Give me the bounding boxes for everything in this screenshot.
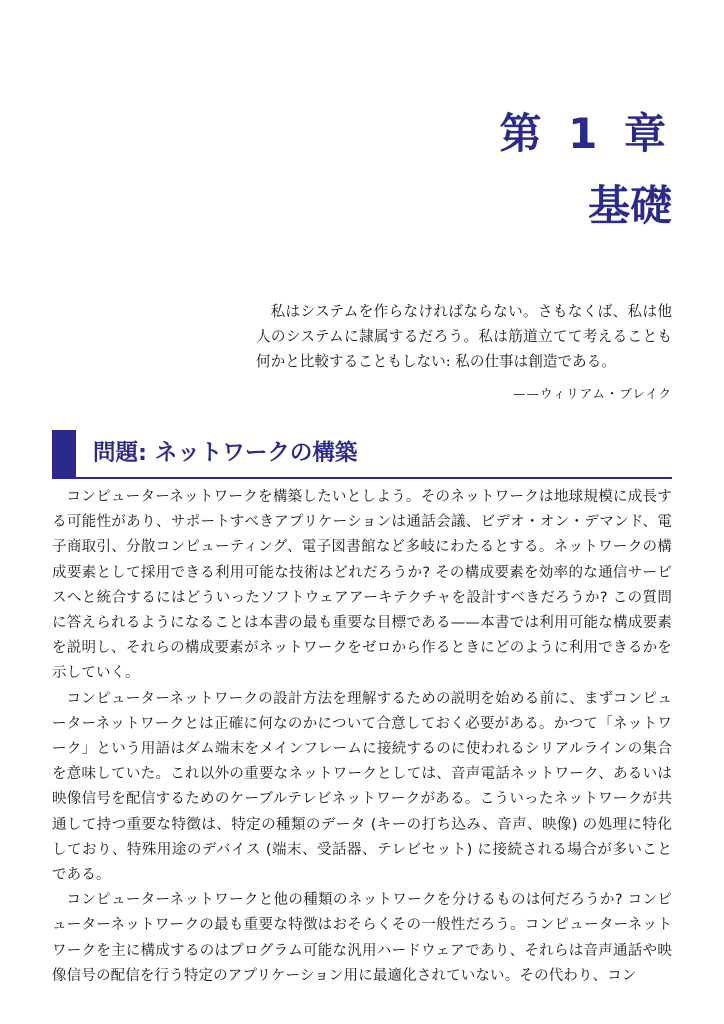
paragraph: コンピューターネットワークを構築したいとしよう。そのネットワークは地球規模に成長する可能性があり、サポートすべきアプリケーションは通話会議、ビデオ・オン・デマンド、電子商取引、分散コンピューティング、電子図書館など多岐にわたるとする。ネットワークの構成要素として採用できる利用可能な技術はどれだろうか? その構成要素を効率的な通信サービスへと統合するにはどういったソフトウェアアーキテクチャを設計すべきだろうか? この質問に答えられるようになることは本書の最も重要な目標である——本書では利用可能な構成要素を説明し、それらの構成要素がネットワークをゼロから作るときにどのように利用できるかを示していく。 — [52, 489, 672, 682]
epigraph-attribution: ——ウィリアム・ブレイク — [512, 386, 672, 401]
section-title: 問題: ネットワークの構築 — [93, 440, 358, 466]
paragraph: コンピューターネットワークの設計方法を理解するための説明を始める前に、まずコンピューターネットワークとは正確に何なのかについて合意しておく必要がある。かつて「ネットワーク」という用語はダム端末をメインフレームに接続するのに使われるシリアルラインの集合を意味していた。これ以外の重要なネットワークとしては、音声電話ネットワーク、あるいは映像信号を配信するためのケーブルテレビネットワークがある。こういったネットワークが共通して持つ重要な特徴は、特定の種類のデータ (キーの打ち込み、音声、映像) の処理に特化しており、特殊用途のデバイス (端末、受話器、テレビセット) に接続される場合が多いことである。 — [52, 690, 672, 884]
epigraph — [256, 299, 672, 374]
section-marker-bar — [52, 430, 76, 478]
epigraph-text: 私はシステムを作らなければならない。さもなくば、私は他人のシステムに隷属するだろう。私は筋道立てて考えることも何かと比較することもしない: 私の仕事は創造である。 — [256, 303, 672, 370]
body-text — [52, 485, 672, 989]
paragraph: コンピューターネットワークと他の種類のネットワークを分けるものは何だろうか? コンピューターネットワークの最も重要な特徴はおそらくその一般性だろう。コンピューターネットワークを主に構成するのはプログラム可能な汎用ハードウェアであり、それらは音声通話や映像信号の配信を行う特定のアプリケーション用に最適化されていない。その代わり、コン — [52, 892, 672, 984]
chapter-title: 基礎 — [587, 181, 672, 230]
section-underline — [52, 477, 672, 479]
chapter-number: 第 1 章 — [499, 109, 672, 158]
section-heading — [52, 430, 672, 478]
